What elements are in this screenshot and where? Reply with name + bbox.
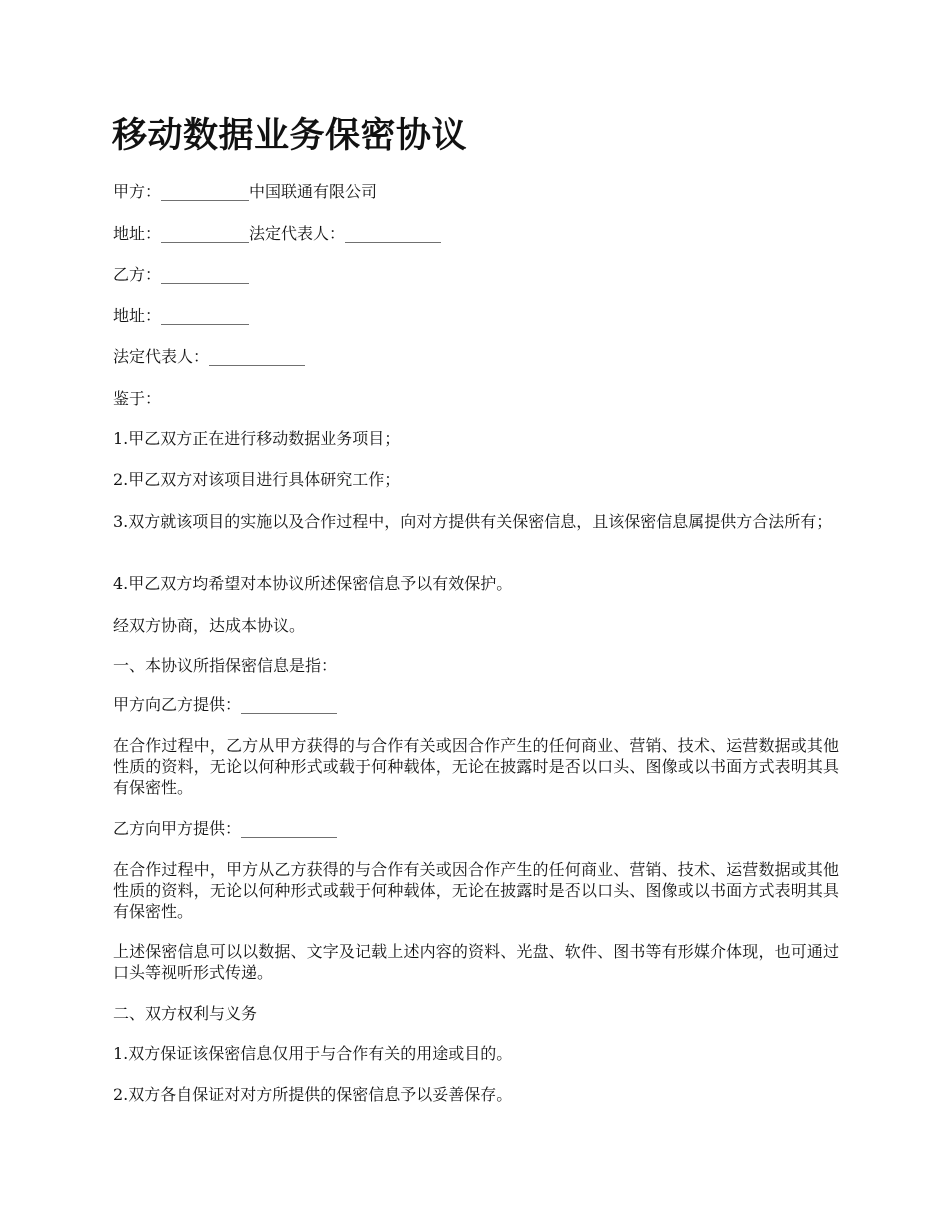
address-a-blank: ___________ [161,224,250,243]
party-b-label: 乙方： [113,265,162,284]
obligation-item-1: 1.双方保证该保密信息仅用于与合作有关的用途或目的。 [113,1044,513,1063]
whereas-item-3: 3.双方就该项目的实施以及合作过程中，向对方提供有关保密信息，且该保密信息属提供方合法所有； [113,512,833,531]
whereas-item-1: 1.甲乙双方正在进行移动数据业务项目； [113,429,401,448]
legal-rep-a-blank: ____________ [345,224,442,243]
legal-rep-a-label: 法定代表人： [249,224,346,243]
party-b-blank: ___________ [161,265,250,284]
section-2-heading: 二、双方权利与义务 [113,1004,258,1023]
party-b-line [113,264,839,285]
agreement-statement: 经双方协商，达成本协议。 [113,616,306,635]
whereas-heading: 鉴于： [113,389,162,408]
b-to-a-blank: ____________ [241,819,338,838]
party-a-blank: ___________ [161,182,250,201]
legal-rep-b-label: 法定代表人： [113,347,210,366]
media-paragraph: 上述保密信息可以以数据、文字及记载上述内容的资料、光盘、软件、图书等有形媒介体现，也可通过口头等视听形式传递。 [113,942,839,982]
whereas-item-2: 2.甲乙双方对该项目进行具体研究工作； [113,470,401,489]
whereas-item-4: 4.甲乙双方均希望对本协议所述保密信息予以有效保护。 [113,574,513,593]
a-to-b-label: 甲方向乙方提供： [113,695,242,714]
legal-rep-b-line [113,346,839,367]
b-to-a-label: 乙方向甲方提供： [113,819,242,838]
a-to-b-blank: ____________ [241,695,338,714]
address-b-blank: ___________ [161,306,250,325]
a-to-b-paragraph: 在合作过程中，乙方从甲方获得的与合作有关或因合作产生的任何商业、营销、技术、运营数据或其他性质的资料，无论以何种形式或载于何种载体，无论在披露时是否以口头、图像或以书面方式表明其具有保密性。 [113,736,839,797]
legal-rep-b-blank: ____________ [209,347,306,366]
party-a-line [113,181,839,202]
party-a-name: 中国联通有限公司 [249,182,378,201]
address-b-line [113,305,839,326]
b-to-a-paragraph: 在合作过程中，甲方从乙方获得的与合作有关或因合作产生的任何商业、营销、技术、运营数据或其他性质的资料，无论以何种形式或载于何种载体，无论在披露时是否以口头、图像或以书面方式表明其具有保密性。 [113,860,839,921]
b-to-a-line [113,818,839,839]
address-a-line [113,223,839,244]
document-title: 移动数据业务保密协议 [112,116,468,156]
address-a-label: 地址： [113,224,162,243]
obligation-item-2: 2.双方各自保证对对方所提供的保密信息予以妥善保存。 [113,1085,513,1104]
party-a-label: 甲方： [113,182,162,201]
a-to-b-line [113,694,839,715]
section-1-heading: 一、本协议所指保密信息是指： [113,656,338,675]
address-b-label: 地址： [113,306,162,325]
